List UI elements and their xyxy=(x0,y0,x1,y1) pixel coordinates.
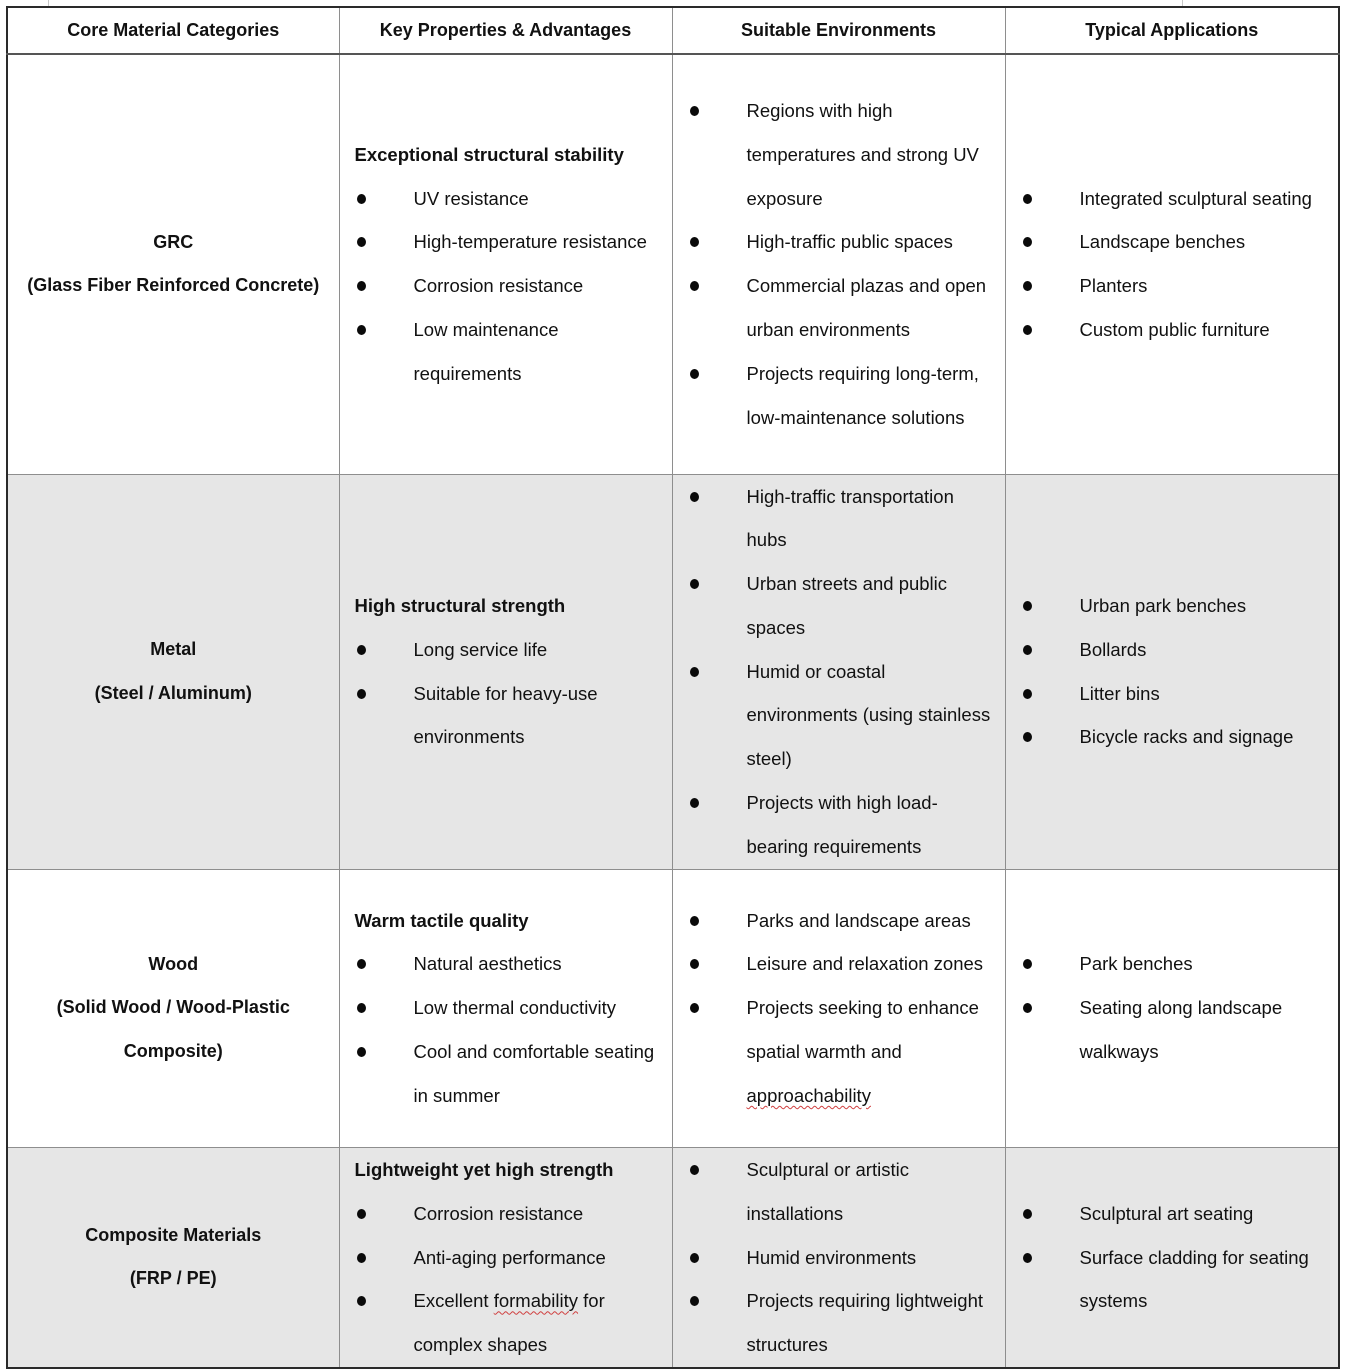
list-item-text: Bollards xyxy=(1079,638,1147,660)
list-item xyxy=(688,352,995,440)
list-item-text: Projects with high load-bearing requirements xyxy=(746,792,938,857)
applications-list xyxy=(1021,177,1329,352)
properties-content xyxy=(340,133,672,396)
list-item xyxy=(355,628,664,672)
properties-heading: Warm tactile quality xyxy=(354,909,529,931)
list-item xyxy=(355,1236,664,1280)
environments-content xyxy=(673,89,1005,439)
header-typical-applications: Typical Applications xyxy=(1005,7,1339,54)
list-item xyxy=(688,1148,995,1236)
applications-content xyxy=(1006,942,1339,1073)
bullet-icon xyxy=(357,645,366,655)
category-cell xyxy=(7,54,339,474)
list-item-text: UV resistance xyxy=(413,187,529,209)
list-item-text: Planters xyxy=(1079,275,1148,297)
environments-cell xyxy=(672,1147,1005,1368)
list-item-text: Seating along landscape walkways xyxy=(1079,997,1283,1063)
list-item-text: Projects requiring long-term, low-maintenance solutions xyxy=(746,362,979,428)
bullet-icon xyxy=(357,1003,366,1013)
applications-cell xyxy=(1005,474,1339,869)
bullet-icon xyxy=(690,1003,699,1013)
bullet-icon xyxy=(357,1253,366,1263)
list-item-text: Bicycle racks and signage xyxy=(1079,726,1294,748)
list-item xyxy=(688,1279,995,1367)
header-key-properties: Key Properties & Advantages xyxy=(339,7,672,54)
list-item xyxy=(688,89,995,220)
properties-list xyxy=(355,177,664,396)
bullet-icon xyxy=(357,281,366,291)
list-item-text: Commercial plazas and open urban environments xyxy=(746,275,987,341)
header-core-material-categories: Core Material Categories xyxy=(7,7,339,54)
list-item xyxy=(1021,942,1329,986)
bullet-icon xyxy=(357,689,366,699)
environments-content xyxy=(673,899,1005,1118)
list-item-text: Low maintenance requirements xyxy=(413,319,559,384)
bullet-icon xyxy=(1023,237,1032,247)
list-item xyxy=(688,899,995,943)
bullet-icon xyxy=(690,492,699,502)
properties-list xyxy=(355,942,664,1117)
list-item-text: High-traffic public spaces xyxy=(746,231,953,253)
bullet-icon xyxy=(690,959,699,969)
table-row xyxy=(7,1147,1339,1368)
bullet-icon xyxy=(690,281,699,291)
list-item-text: Suitable for heavy-use environments xyxy=(413,682,598,748)
properties-heading: Lightweight yet high strength xyxy=(354,1158,614,1180)
applications-content xyxy=(1006,177,1339,352)
properties-content xyxy=(340,1148,672,1367)
category-detail: (Glass Fiber Reinforced Concrete) xyxy=(27,275,320,296)
bullet-icon xyxy=(690,798,699,808)
applications-list xyxy=(1021,1192,1329,1323)
list-item-text: Litter bins xyxy=(1079,682,1160,704)
environments-content xyxy=(673,1148,1005,1367)
list-item-text: High-temperature resistance xyxy=(413,231,647,253)
list-item xyxy=(355,220,664,264)
category-name: Composite Materials xyxy=(85,1224,262,1245)
list-item xyxy=(355,264,664,308)
table-row xyxy=(7,54,1339,474)
list-item xyxy=(355,1279,664,1367)
list-item xyxy=(1021,264,1329,308)
list-item xyxy=(688,562,995,650)
list-item-text: Park benches xyxy=(1079,953,1193,975)
list-item-text: Projects requiring lightweight structures xyxy=(746,1290,984,1356)
applications-list xyxy=(1021,584,1329,759)
spellcheck-flag[interactable]: formability xyxy=(493,1290,579,1312)
properties-content xyxy=(340,899,672,1118)
table-row xyxy=(7,869,1339,1147)
list-item xyxy=(1021,1236,1329,1324)
environments-list xyxy=(688,89,995,439)
list-item xyxy=(355,308,664,396)
list-item xyxy=(355,986,664,1030)
list-item-text: Landscape benches xyxy=(1079,231,1246,253)
bullet-icon xyxy=(1023,645,1032,655)
properties-cell xyxy=(339,474,672,869)
list-item-text: Humid environments xyxy=(746,1246,917,1268)
properties-heading: Exceptional structural stability xyxy=(354,143,624,165)
list-item-text: Corrosion resistance xyxy=(413,1202,584,1224)
bullet-icon xyxy=(690,579,699,589)
list-item xyxy=(355,942,664,986)
bullet-icon xyxy=(357,194,366,204)
bullet-icon xyxy=(1023,1209,1032,1219)
bullet-icon xyxy=(690,916,699,926)
list-item-text: Urban streets and public spaces xyxy=(746,573,948,638)
list-item xyxy=(688,475,995,563)
list-item-text: Parks and landscape areas xyxy=(746,909,971,931)
applications-cell xyxy=(1005,1147,1339,1368)
list-item xyxy=(688,264,995,352)
bullet-icon xyxy=(690,369,699,379)
bullet-icon xyxy=(357,237,366,247)
properties-cell xyxy=(339,1147,672,1368)
list-item-text: Long service life xyxy=(413,638,548,660)
bullet-icon xyxy=(1023,281,1032,291)
list-item xyxy=(688,1236,995,1280)
properties-list xyxy=(355,1192,664,1367)
list-item xyxy=(1021,584,1329,628)
list-item-text: Urban park benches xyxy=(1079,594,1247,616)
properties-cell xyxy=(339,54,672,474)
category-detail: (Steel / Aluminum) xyxy=(94,682,252,703)
properties-heading: High structural strength xyxy=(354,594,566,616)
bullet-icon xyxy=(1023,1253,1032,1263)
list-item-text: Custom public furniture xyxy=(1079,319,1270,341)
applications-content xyxy=(1006,1192,1339,1323)
bullet-icon xyxy=(357,959,366,969)
list-item-text: Natural aesthetics xyxy=(413,953,562,975)
properties-content xyxy=(340,584,672,759)
list-item xyxy=(1021,308,1329,352)
category-cell xyxy=(7,474,339,869)
applications-cell xyxy=(1005,54,1339,474)
list-item xyxy=(1021,177,1329,221)
bullet-icon xyxy=(357,1047,366,1057)
environments-cell xyxy=(672,869,1005,1147)
list-item-text: Humid or coastal environments (using stainless steel) xyxy=(746,660,991,770)
bullet-icon xyxy=(690,1253,699,1263)
category-name: GRC xyxy=(153,231,194,252)
environments-list xyxy=(688,1148,995,1367)
bullet-icon xyxy=(357,1209,366,1219)
bullet-icon xyxy=(690,667,699,677)
list-item-text: Anti-aging performance xyxy=(413,1246,606,1268)
environments-cell xyxy=(672,54,1005,474)
environments-list xyxy=(688,899,995,1118)
list-item xyxy=(688,220,995,264)
bullet-icon xyxy=(690,106,699,116)
material-comparison-table xyxy=(6,6,1340,1369)
category-cell xyxy=(7,1147,339,1368)
environments-list xyxy=(688,475,995,869)
list-item xyxy=(1021,1192,1329,1236)
category-detail: (Solid Wood / Wood-Plastic Composite) xyxy=(56,997,290,1061)
category-name: Metal xyxy=(150,639,197,660)
bullet-icon xyxy=(357,1296,366,1306)
list-item-text: Integrated sculptural seating xyxy=(1079,187,1312,209)
bullet-icon xyxy=(1023,689,1032,699)
bullet-icon xyxy=(1023,601,1032,611)
list-item xyxy=(688,650,995,781)
bullet-icon xyxy=(690,237,699,247)
list-item xyxy=(1021,986,1329,1074)
header-row xyxy=(7,7,1339,54)
list-item-text: Leisure and relaxation zones xyxy=(746,953,984,975)
environments-cell xyxy=(672,474,1005,869)
list-item xyxy=(355,177,664,221)
list-item-text: Low thermal conductivity xyxy=(413,997,617,1019)
environments-content xyxy=(673,475,1005,869)
category-cell xyxy=(7,869,339,1147)
list-item-text: Surface cladding for seating systems xyxy=(1079,1246,1309,1312)
list-item xyxy=(355,672,664,760)
applications-content xyxy=(1006,584,1339,759)
bullet-icon xyxy=(1023,959,1032,969)
header-suitable-environments: Suitable Environments xyxy=(672,7,1005,54)
properties-list xyxy=(355,628,664,759)
properties-cell xyxy=(339,869,672,1147)
list-item-text: Excellent formability for complex shapes xyxy=(413,1290,605,1356)
list-item-text: Corrosion resistance xyxy=(413,275,584,297)
applications-list xyxy=(1021,942,1329,1073)
list-item xyxy=(1021,628,1329,672)
bullet-icon xyxy=(1023,732,1032,742)
category-name: Wood xyxy=(148,953,199,974)
bullet-icon xyxy=(690,1296,699,1306)
bullet-icon xyxy=(690,1165,699,1175)
list-item-text: High-traffic transportation hubs xyxy=(746,485,954,551)
spellcheck-flag[interactable]: approachability xyxy=(746,1084,871,1106)
list-item xyxy=(688,781,995,869)
bullet-icon xyxy=(1023,325,1032,335)
list-item xyxy=(355,1030,664,1118)
list-item-text: Sculptural or artistic installations xyxy=(746,1158,909,1224)
list-item xyxy=(688,942,995,986)
bullet-icon xyxy=(1023,194,1032,204)
list-item-text: Regions with high temperatures and strong UV exposure xyxy=(746,100,979,209)
list-item-text: Sculptural art seating xyxy=(1079,1202,1254,1224)
bullet-icon xyxy=(357,325,366,335)
table-row xyxy=(7,474,1339,869)
list-item xyxy=(1021,715,1329,759)
applications-cell xyxy=(1005,869,1339,1147)
bullet-icon xyxy=(1023,1003,1032,1013)
list-item-text: Projects seeking to enhance spatial warmth and approachability xyxy=(746,997,979,1106)
list-item xyxy=(1021,672,1329,716)
list-item-text: Cool and comfortable seating in summer xyxy=(413,1041,655,1106)
category-detail: (FRP / PE) xyxy=(129,1268,217,1289)
list-item xyxy=(1021,220,1329,264)
list-item xyxy=(355,1192,664,1236)
list-item xyxy=(688,986,995,1117)
